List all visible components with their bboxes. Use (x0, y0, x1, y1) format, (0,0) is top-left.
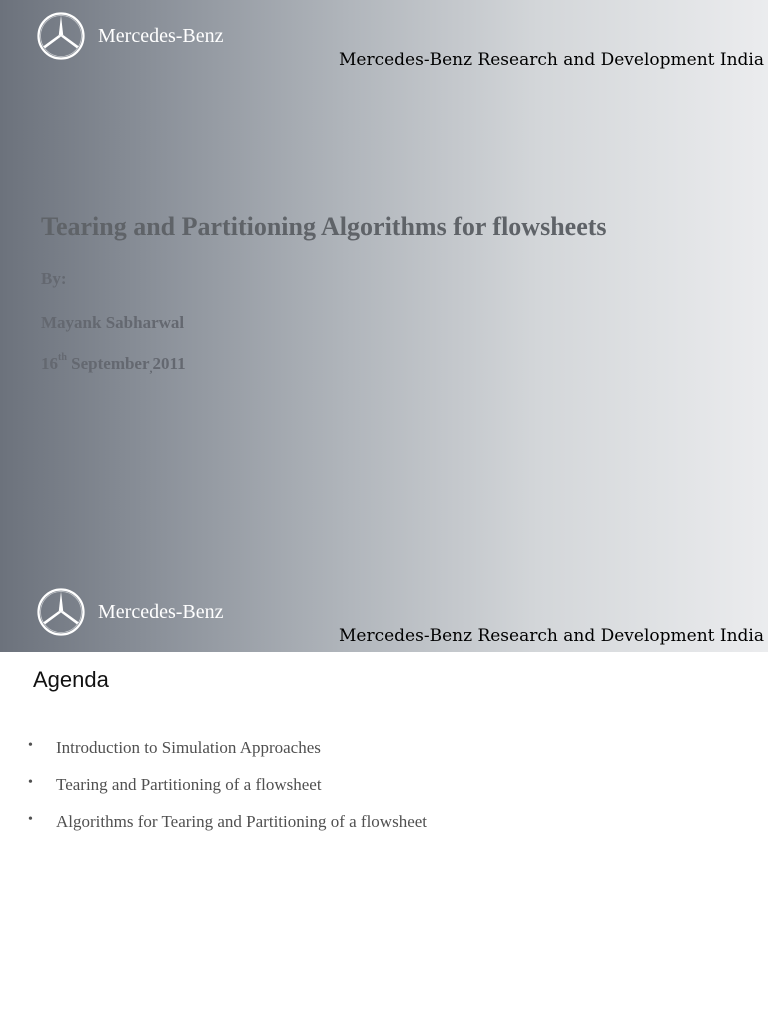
date-separator: , (149, 361, 153, 375)
author-name: Mayank Sabharwal (41, 313, 185, 332)
presentation-date (41, 354, 186, 376)
presentation-title: Tearing and Partitioning Algorithms for flowsheets (41, 212, 607, 241)
mercedes-star-icon (36, 11, 86, 61)
footer-brand-logo (36, 587, 224, 637)
date-year: 2011 (152, 354, 186, 373)
brand-name: Mercedes-Benz (98, 24, 224, 47)
bullet-icon: • (28, 775, 33, 790)
bullet-icon: • (28, 738, 33, 753)
date-suffix: th (58, 352, 67, 363)
date-month: September (66, 354, 150, 373)
footer-brand-name: Mercedes-Benz (98, 600, 224, 623)
company-footer: Mercedes-Benz Research and Development India (339, 626, 764, 646)
agenda-item-text: Introduction to Simulation Approaches (56, 738, 321, 757)
date-day: 16 (41, 354, 58, 373)
agenda-item-text: Tearing and Partitioning of a flowsheet (56, 775, 322, 794)
bullet-icon: • (28, 812, 33, 827)
agenda-slide (0, 652, 768, 1024)
brand-logo (36, 11, 224, 61)
agenda-item-text: Algorithms for Tearing and Partitioning of a flowsheet (56, 812, 428, 831)
mercedes-star-icon (36, 587, 86, 637)
agenda-heading: Agenda (33, 667, 109, 692)
company-header: Mercedes-Benz Research and Development India (339, 50, 764, 70)
by-label: By: (41, 269, 67, 288)
